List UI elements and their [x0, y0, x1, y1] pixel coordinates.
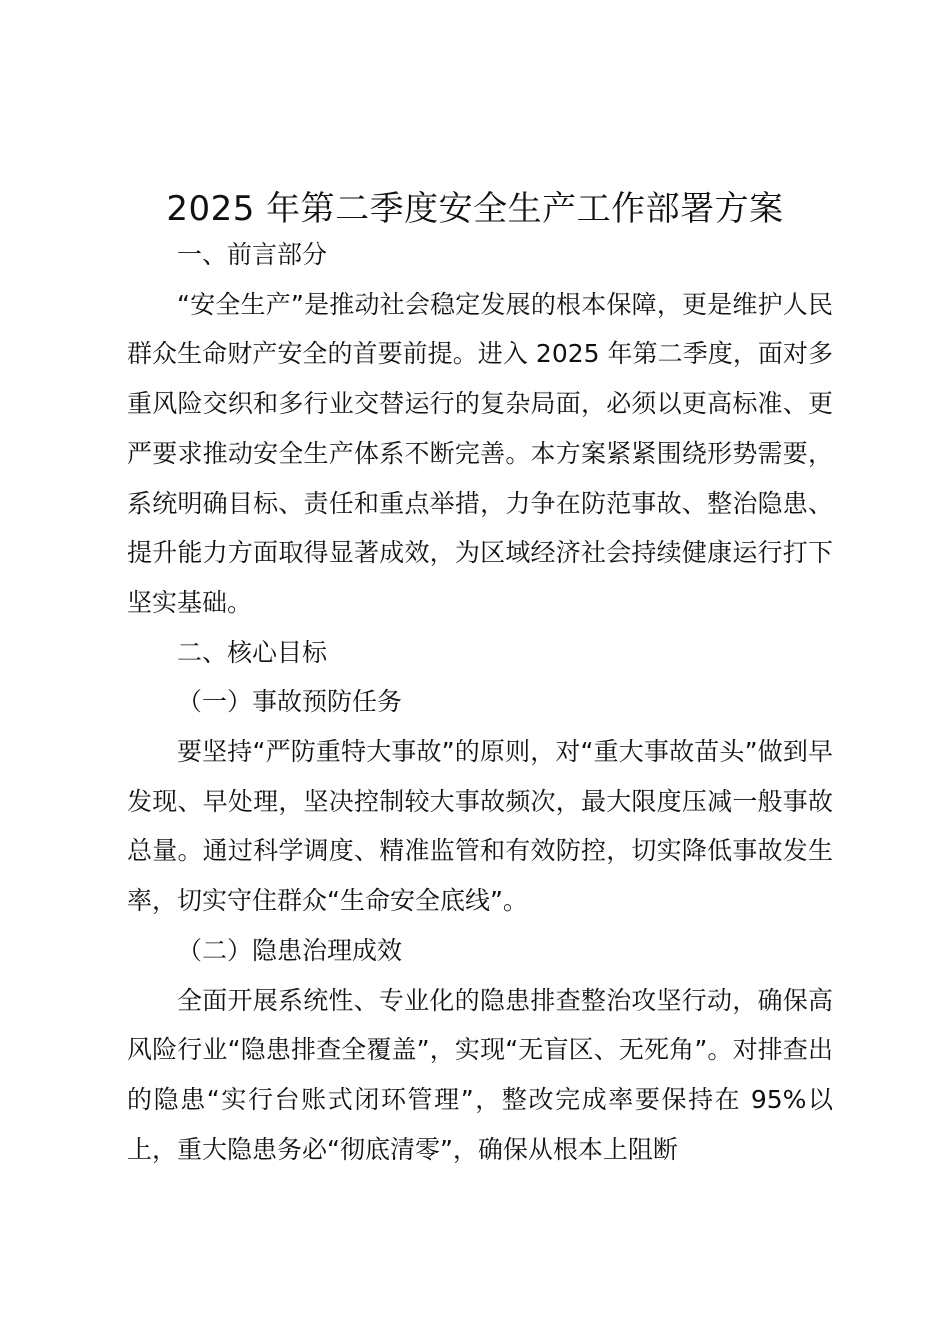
document-title: 2025 年第二季度安全生产工作部署方案: [166, 189, 784, 229]
subsection-heading-accident-prevention: （一）事故预防任务: [177, 687, 403, 717]
paragraph-accident-prevention: 要坚持“严防重特大事故”的原则，对“重大事故苗头”做到早发现、早处理，坚决控制较大事故频次，最大限度压减一般事故总量。通过科学调度、精准监管和有效防控，切实降低事故发生率，切实守住群众“生命安全底线”。: [127, 737, 833, 916]
section-heading-preface: 一、前言部分: [177, 240, 328, 269]
subsection-heading-hazard-governance: （二）隐患治理成效: [177, 935, 403, 965]
paragraph-preface: “安全生产”是推动社会稳定发展的根本保障，更是维护人民群众生命财产安全的首要前提。进入 2025 年第二季度，面对多重风险交织和多行业交替运行的复杂局面，必须以更高标准、更严要求推动安全生产体系不断完善。本方案紧紧围绕形势需要，系统明确目标、责任和重点举措，力争在防范事故、整治隐患、提升能力方面取得显著成效，为区域经济社会持续健康运行打下坚实基础。: [127, 289, 833, 617]
document-body: [127, 230, 833, 1174]
section-heading-core-goals: 二、核心目标: [177, 637, 328, 667]
paragraph-hazard-governance: 全面开展系统性、专业化的隐患排查整治攻坚行动，确保高风险行业“隐患排查全覆盖”，实现“无盲区、无死角”。对排查出的隐患“实行台账式闭环管理”，整改完成率要保持在 95%以上，重大隐患务必“彻底清零”，确保从根本上阻断: [127, 985, 833, 1164]
